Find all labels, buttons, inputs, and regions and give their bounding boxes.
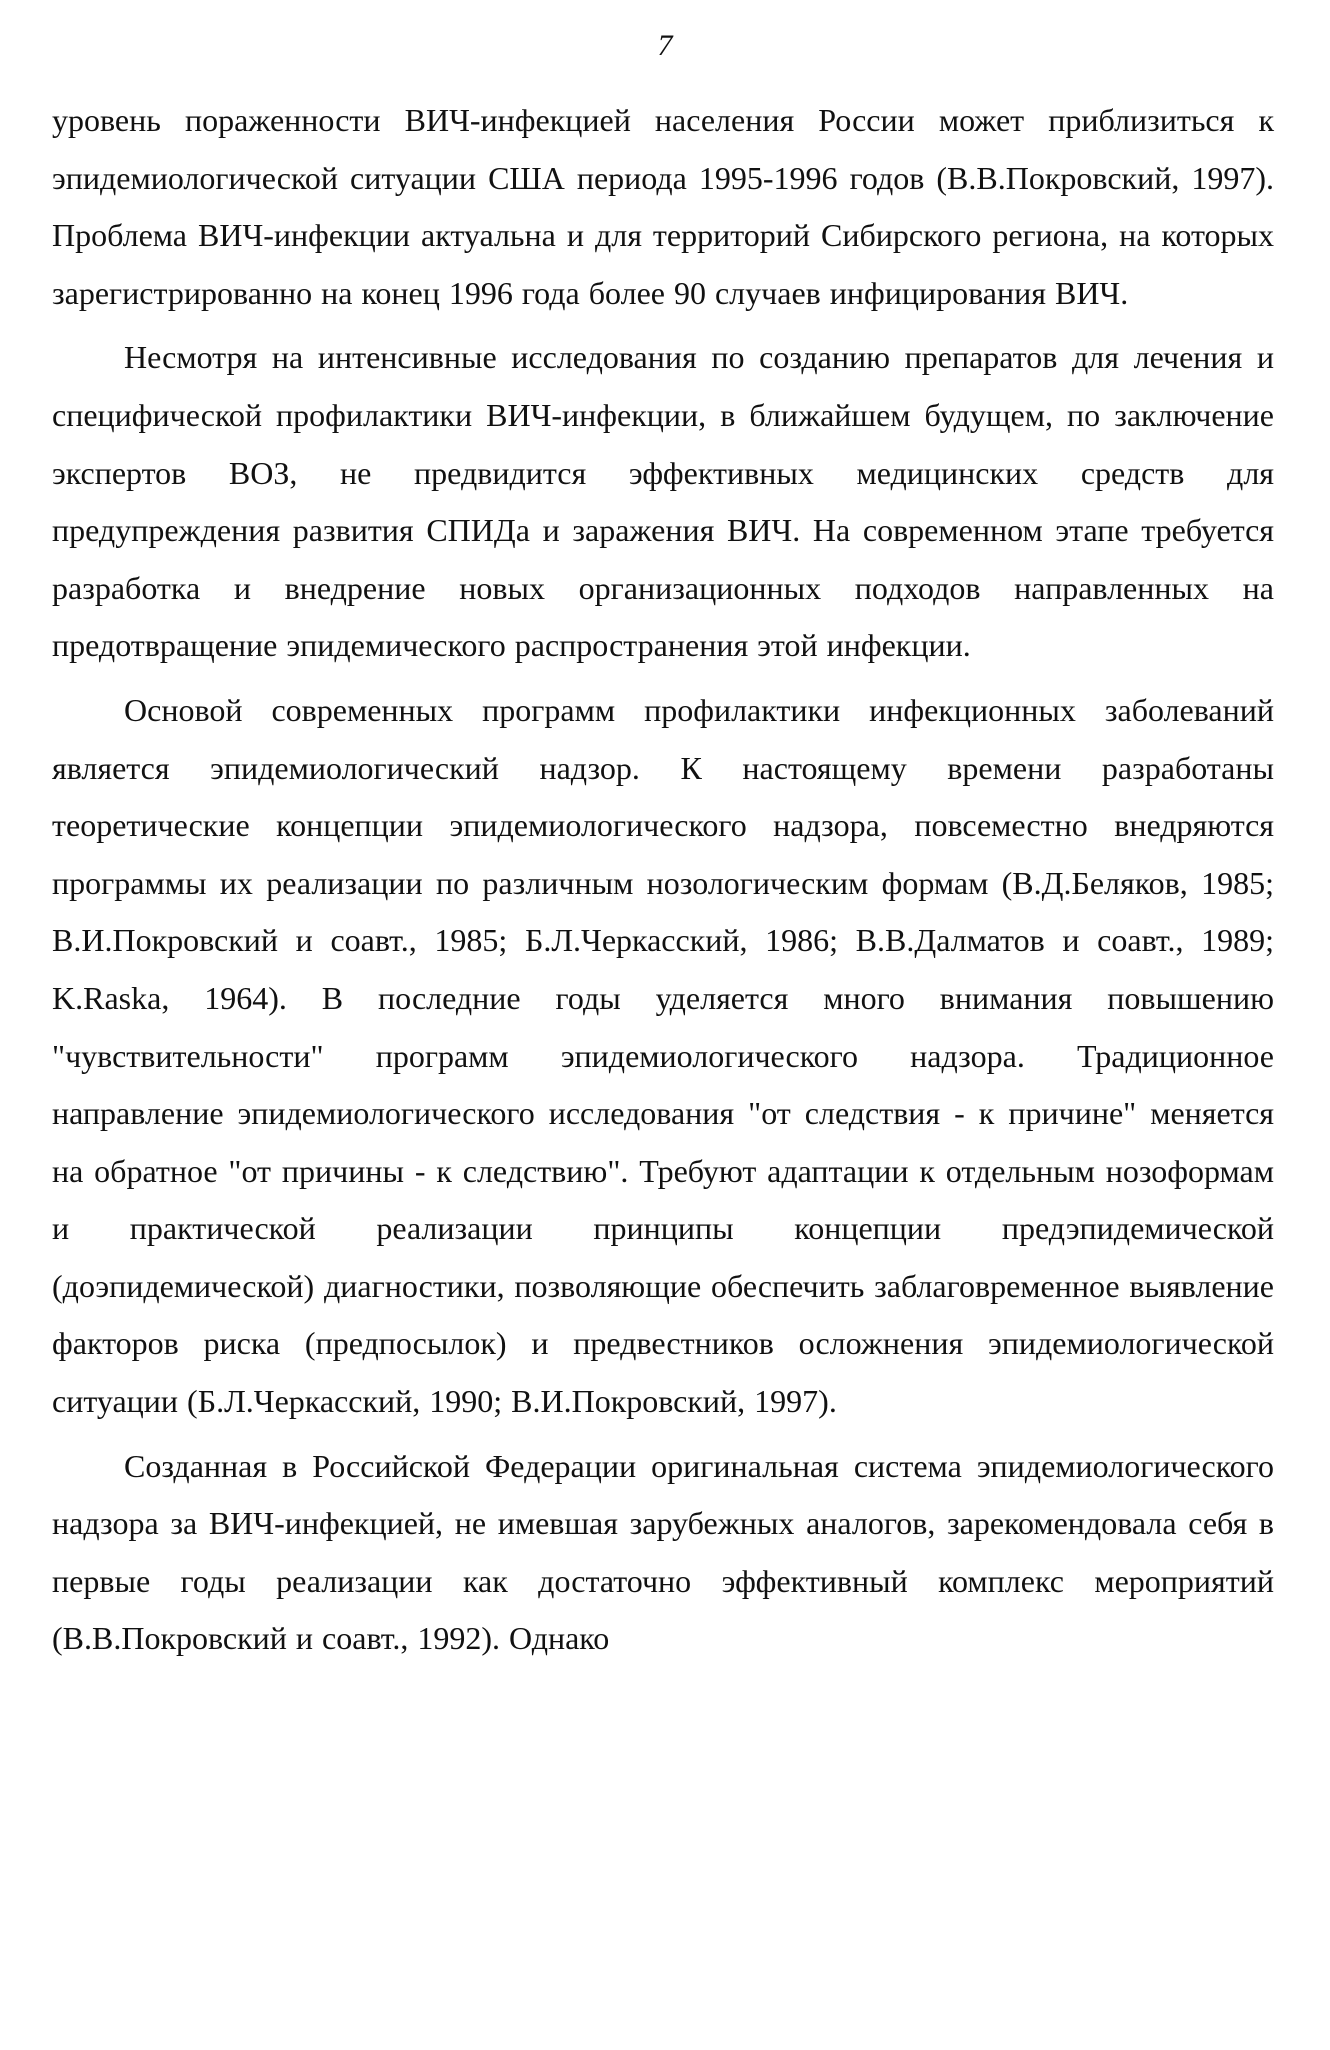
text-body — [52, 92, 1274, 1675]
page-number: 7 — [657, 29, 673, 62]
paragraph-hiv-research: Несмотря на интенсивные исследования по созданию препаратов для лечения и специфической профилактики ВИЧ-инфекции, в ближайшем будущем, по заключение экспертов ВОЗ, не предвидится эффективных медицинских средств для предупреждения развития СПИДа и заражения ВИЧ. На современном этапе требуется разработка и внедрение новых организационных подходов направленных на предотвращение эпидемического распространения этой инфекции. — [52, 339, 1274, 664]
paragraph-continuation: уровень пораженности ВИЧ-инфекцией населения России может приблизиться к эпидемиологической ситуации США периода 1995-1996 годов (В.В.Покровский, 1997). Проблема ВИЧ-инфекции актуальна и для территорий Сибирского региона, на которых зарегистрированно на конец 1996 года более 90 случаев инфицирования ВИЧ. — [52, 102, 1274, 311]
paragraph-epidemiological-surveillance: Основой современных программ профилактики инфекционных заболеваний является эпидемиологический надзор. К настоящему времени разработаны теоретические концепции эпидемиологического надзора, повсеместно внедряются программы их реализации по различным нозологическим формам (В.Д.Беляков, 1985; В.И.Покровский и соавт., 1985; Б.Л.Черкасский, 1986; В.В.Далматов и соавт., 1989; K.Raska, 1964). В последние годы уделяется много внимания повышению "чувствительности" программ эпидемиологического надзора. Традиционное направление эпидемиологического исследования "от следствия - к причине" меняется на обратное "от причины - к следствию". Требуют адаптации к отдельным нозоформам и практической реализации принципы концепции предэпидемической (доэпидемической) диагностики, позволяющие обеспечить заблаговременное выявление факторов риска (предпосылок) и предвестников осложнения эпидемиологической ситуации (Б.Л.Черкасский, 1990; В.И.Покровский, 1997). — [52, 691, 1274, 1420]
paragraph-russian-system: Созданная в Российской Федерации оригинальная система эпидемиологического надзора за ВИЧ-инфекцией, не имевшая зарубежных аналогов, зарекомендовала себя в первые годы реализации как достаточно эффективный комплекс мероприятий (В.В.Покровский и соавт., 1992). Однако — [52, 1447, 1274, 1657]
